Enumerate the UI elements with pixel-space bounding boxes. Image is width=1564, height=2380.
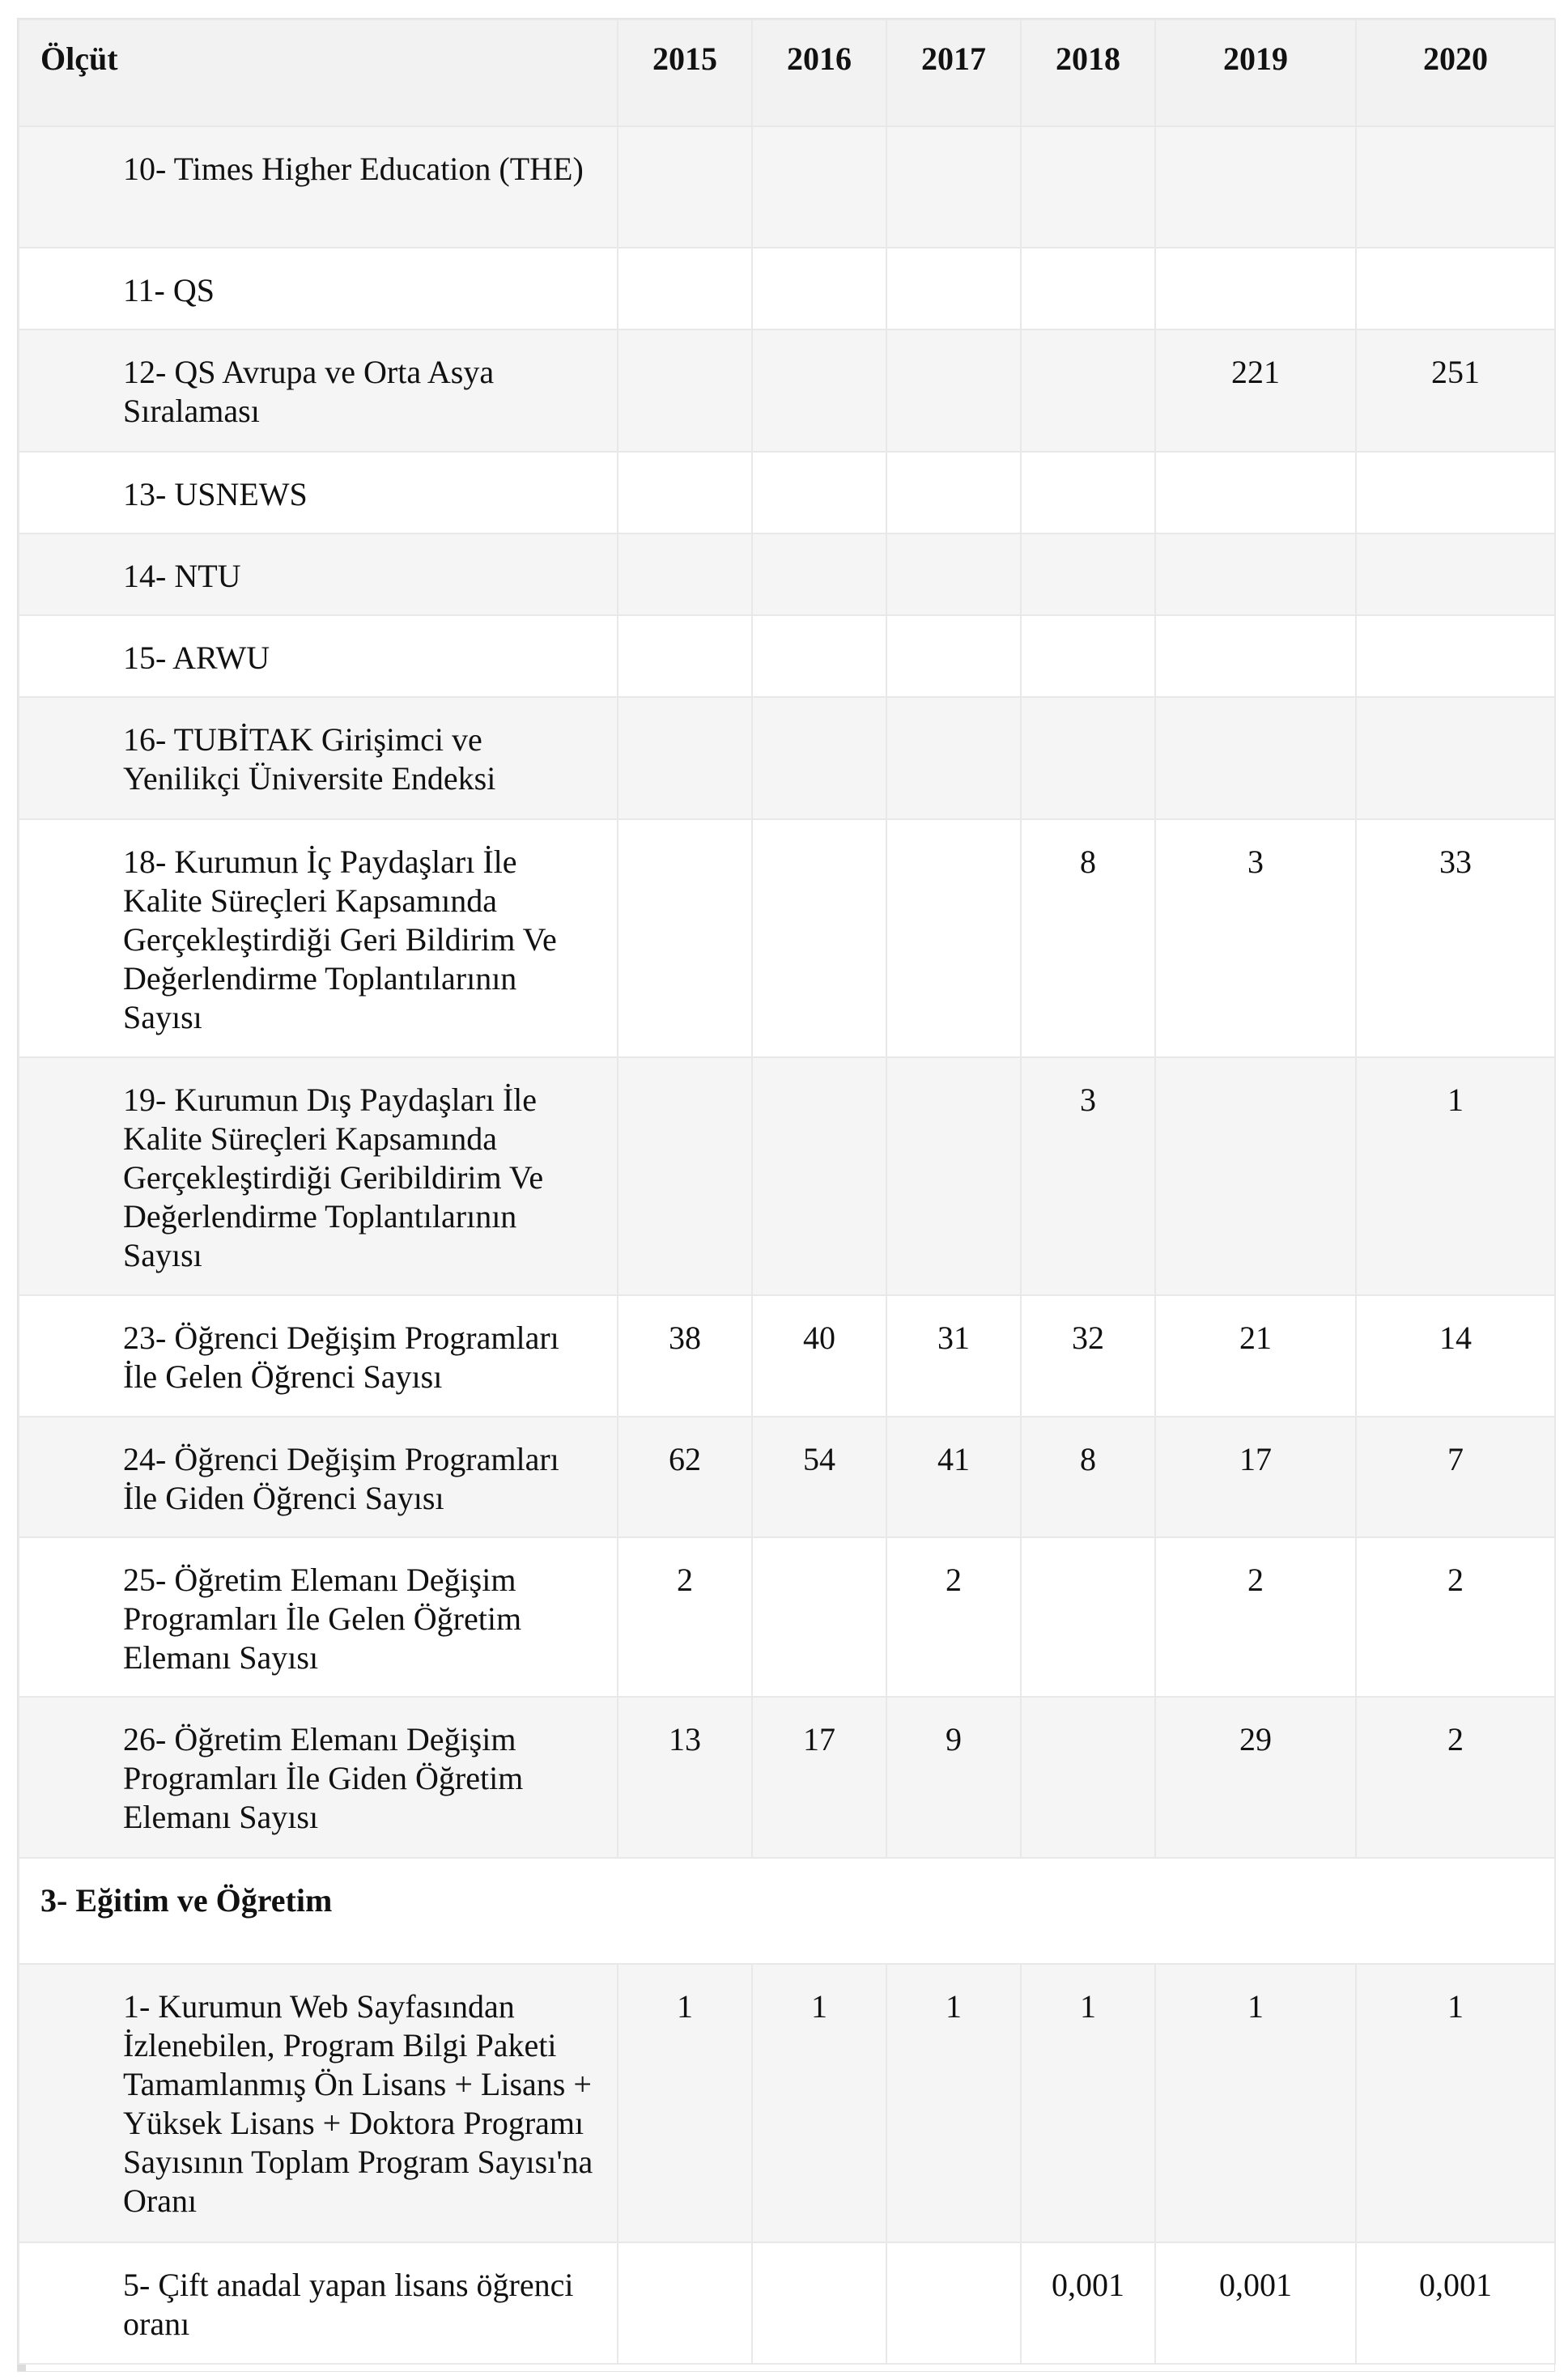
row-value <box>1021 248 1155 329</box>
table-row <box>19 697 1555 819</box>
row-label: 13- USNEWS <box>19 452 618 533</box>
row-label: 19- Kurumun Dış Paydaşları İle Kalite Süreçleri Kapsamında Gerçekleştirdiği Geribildirim Ve Değerlendirme Toplantılarının Sayısı <box>19 1057 618 1295</box>
year-header: 2016 <box>752 19 886 126</box>
row-value <box>1021 329 1155 452</box>
row-label: 24- Öğrenci Değişim Programları İle Giden Öğrenci Sayısı <box>19 1417 618 1537</box>
row-value <box>752 1537 886 1697</box>
row-value <box>618 452 752 533</box>
row-value: 1 <box>752 1964 886 2242</box>
row-value: 221 <box>1155 329 1356 452</box>
row-value: 8 <box>1021 819 1155 1057</box>
section-title: 3- Eğitim ve Öğretim <box>19 1858 1555 1964</box>
row-value: 1 <box>1356 1057 1555 1295</box>
year-header: 2017 <box>886 19 1021 126</box>
metrics-table-frame <box>17 18 1555 2372</box>
row-value: 8 <box>1021 1417 1155 1537</box>
row-value: 29 <box>1155 1697 1356 1858</box>
year-header: 2019 <box>1155 19 1356 126</box>
table-row <box>19 1417 1555 1537</box>
metrics-table <box>18 19 1556 2365</box>
row-value <box>1155 533 1356 615</box>
row-value <box>886 2242 1021 2364</box>
row-label: 12- QS Avrupa ve Orta Asya Sıralaması <box>19 329 618 452</box>
row-value <box>618 819 752 1057</box>
row-value: 62 <box>618 1417 752 1537</box>
row-value <box>1155 126 1356 248</box>
row-value: 14 <box>1356 1295 1555 1417</box>
row-value: 31 <box>886 1295 1021 1417</box>
row-value <box>1356 533 1555 615</box>
row-value <box>618 533 752 615</box>
row-value <box>618 1057 752 1295</box>
row-value <box>1356 452 1555 533</box>
row-label: 26- Öğretim Elemanı Değişim Programları İle Giden Öğretim Elemanı Sayısı <box>19 1697 618 1858</box>
table-row <box>19 533 1555 615</box>
row-value: 9 <box>886 1697 1021 1858</box>
row-value <box>618 615 752 697</box>
row-value <box>1021 533 1155 615</box>
row-value: 41 <box>886 1417 1021 1537</box>
row-value: 2 <box>1356 1537 1555 1697</box>
row-value: 1 <box>1021 1964 1155 2242</box>
row-value <box>752 329 886 452</box>
row-label: 1- Kurumun Web Sayfasından İzlenebilen, Program Bilgi Paketi Tamamlanmış Ön Lisans + Lisans + Yüksek Lisans + Doktora Programı Sayısının Toplam Program Sayısı'na Oranı <box>19 1964 618 2242</box>
row-value <box>1155 697 1356 819</box>
row-value: 1 <box>886 1964 1021 2242</box>
row-label: 14- NTU <box>19 533 618 615</box>
row-value <box>618 329 752 452</box>
row-value <box>886 1057 1021 1295</box>
row-value <box>1356 126 1555 248</box>
table-row <box>19 248 1555 329</box>
table-row <box>19 819 1555 1057</box>
row-value <box>618 126 752 248</box>
row-value: 1 <box>1356 1964 1555 2242</box>
row-value <box>752 248 886 329</box>
row-value <box>886 615 1021 697</box>
row-label: 18- Kurumun İç Paydaşları İle Kalite Süreçleri Kapsamında Gerçekleştirdiği Geri Bildirim Ve Değerlendirme Toplantılarının Sayısı <box>19 819 618 1057</box>
row-value: 1 <box>618 1964 752 2242</box>
row-label: 16- TUBİTAK Girişimci ve Yenilikçi Üniversite Endeksi <box>19 697 618 819</box>
table-row <box>19 329 1555 452</box>
row-value <box>1021 615 1155 697</box>
row-value <box>1155 615 1356 697</box>
row-value: 33 <box>1356 819 1555 1057</box>
row-label: 5- Çift anadal yapan lisans öğrenci oranı <box>19 2242 618 2364</box>
row-value <box>752 126 886 248</box>
table-row <box>19 1964 1555 2242</box>
row-value: 17 <box>752 1697 886 1858</box>
row-value <box>886 697 1021 819</box>
row-value <box>1021 452 1155 533</box>
table-row <box>19 615 1555 697</box>
row-value: 1 <box>1155 1964 1356 2242</box>
row-value <box>618 248 752 329</box>
row-value: 2 <box>1155 1537 1356 1697</box>
row-value <box>752 697 886 819</box>
criterion-header: Ölçüt <box>19 19 618 126</box>
row-value: 38 <box>618 1295 752 1417</box>
row-value: 3 <box>1155 819 1356 1057</box>
year-header: 2018 <box>1021 19 1155 126</box>
row-value: 2 <box>618 1537 752 1697</box>
row-value <box>1155 1057 1356 1295</box>
row-value: 0,001 <box>1021 2242 1155 2364</box>
row-value <box>1021 697 1155 819</box>
row-value: 2 <box>886 1537 1021 1697</box>
row-value: 0,001 <box>1155 2242 1356 2364</box>
table-row <box>19 2242 1555 2364</box>
row-value <box>1356 697 1555 819</box>
row-value: 13 <box>618 1697 752 1858</box>
row-value <box>1021 1697 1155 1858</box>
row-value: 3 <box>1021 1057 1155 1295</box>
row-value <box>752 1057 886 1295</box>
section-header-row <box>19 1858 1555 1964</box>
table-header-row <box>19 19 1555 126</box>
row-value <box>618 697 752 819</box>
row-label: 15- ARWU <box>19 615 618 697</box>
row-value <box>886 819 1021 1057</box>
row-value <box>1356 615 1555 697</box>
row-value: 54 <box>752 1417 886 1537</box>
row-value: 7 <box>1356 1417 1555 1537</box>
row-value <box>1021 1537 1155 1697</box>
row-value: 251 <box>1356 329 1555 452</box>
row-value: 2 <box>1356 1697 1555 1858</box>
row-value <box>752 452 886 533</box>
year-header: 2015 <box>618 19 752 126</box>
table-row <box>19 1537 1555 1697</box>
row-value <box>1021 126 1155 248</box>
row-value <box>752 615 886 697</box>
row-label: 23- Öğrenci Değişim Programları İle Gelen Öğrenci Sayısı <box>19 1295 618 1417</box>
row-value <box>886 248 1021 329</box>
row-value <box>1356 248 1555 329</box>
row-value <box>618 2242 752 2364</box>
row-value: 17 <box>1155 1417 1356 1537</box>
row-value: 0,001 <box>1356 2242 1555 2364</box>
row-value <box>752 819 886 1057</box>
row-value <box>1155 248 1356 329</box>
row-value <box>752 533 886 615</box>
row-value <box>752 2242 886 2364</box>
row-value: 40 <box>752 1295 886 1417</box>
table-row <box>19 1057 1555 1295</box>
year-header: 2020 <box>1356 19 1555 126</box>
table-row <box>19 126 1555 248</box>
row-value <box>886 126 1021 248</box>
row-value: 21 <box>1155 1295 1356 1417</box>
row-value <box>1155 452 1356 533</box>
row-label: 25- Öğretim Elemanı Değişim Programları İle Gelen Öğretim Elemanı Sayısı <box>19 1537 618 1697</box>
row-value <box>886 329 1021 452</box>
row-label: 10- Times Higher Education (THE) <box>19 126 618 248</box>
table-row <box>19 1295 1555 1417</box>
table-row <box>19 1697 1555 1858</box>
row-value <box>886 533 1021 615</box>
row-value: 32 <box>1021 1295 1155 1417</box>
row-label: 11- QS <box>19 248 618 329</box>
table-row <box>19 452 1555 533</box>
row-value <box>886 452 1021 533</box>
